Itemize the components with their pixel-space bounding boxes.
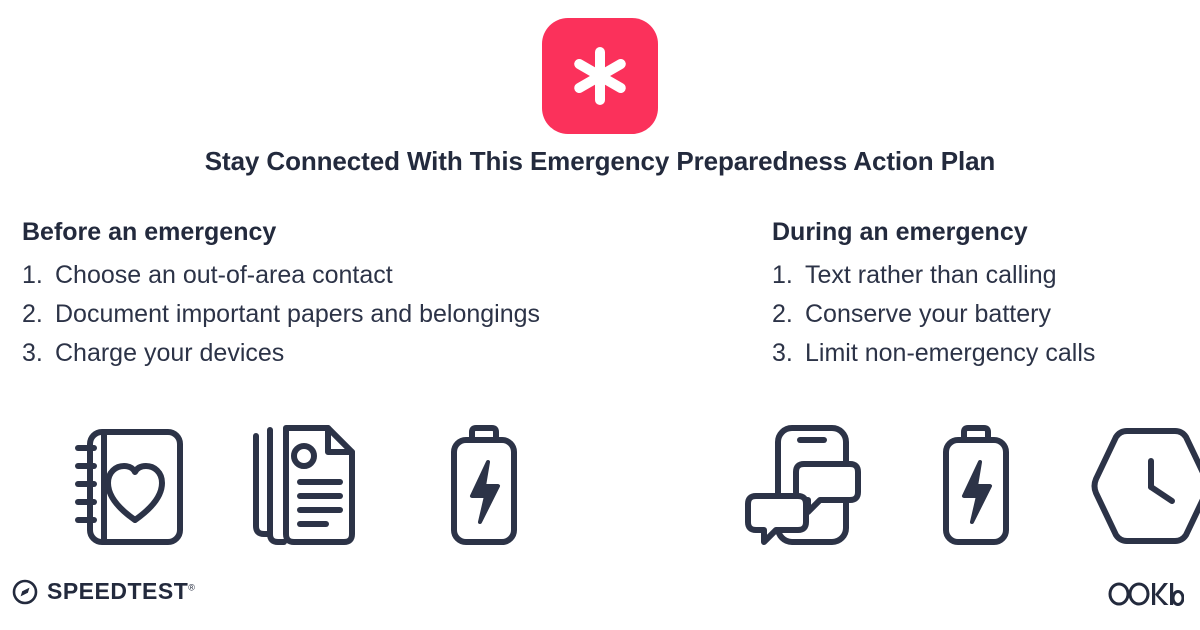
asterisk-icon bbox=[567, 43, 633, 109]
steps-list-before bbox=[22, 256, 742, 373]
ookla-logo bbox=[1108, 582, 1184, 611]
step-text: Charge your devices bbox=[55, 339, 285, 367]
list-item bbox=[772, 256, 1200, 295]
speedtest-wordmark bbox=[47, 578, 195, 605]
list-item bbox=[772, 295, 1200, 334]
icon-cell bbox=[248, 418, 370, 553]
battery-charging-icon bbox=[934, 422, 1018, 550]
list-item bbox=[772, 334, 1200, 373]
step-text: Text rather than calling bbox=[805, 261, 1057, 289]
column-during-emergency bbox=[772, 218, 1200, 373]
clock-hexagon-icon bbox=[1090, 425, 1200, 547]
steps-list-during bbox=[772, 256, 1200, 373]
icon-cell bbox=[918, 418, 1034, 553]
icon-cell bbox=[742, 418, 862, 553]
icon-cell bbox=[428, 418, 540, 553]
documents-stack-icon bbox=[248, 422, 370, 550]
column-heading: During an emergency bbox=[772, 218, 1028, 246]
column-heading: Before an emergency bbox=[22, 218, 277, 246]
step-text: Choose an out-of-area contact bbox=[55, 261, 393, 289]
speedtest-gauge-icon bbox=[12, 579, 38, 605]
column-before-emergency bbox=[22, 218, 742, 373]
list-item bbox=[22, 334, 742, 373]
ookla-wordmark-icon bbox=[1108, 582, 1184, 606]
icon-row-during bbox=[742, 418, 1200, 553]
icon-cell bbox=[1090, 418, 1200, 553]
list-item bbox=[22, 256, 742, 295]
footer bbox=[0, 564, 1200, 630]
list-item bbox=[22, 295, 742, 334]
battery-charging-icon bbox=[442, 422, 526, 550]
speedtest-logo bbox=[12, 578, 195, 605]
emergency-badge bbox=[542, 18, 658, 134]
badge-container bbox=[0, 18, 1200, 134]
step-text: Limit non-emergency calls bbox=[805, 339, 1096, 367]
icon-row-before bbox=[70, 418, 540, 553]
speedtest-label: SPEEDTEST bbox=[47, 578, 189, 604]
page-title: Stay Connected With This Emergency Preparedness Action Plan bbox=[204, 146, 996, 176]
step-text: Document important papers and belongings bbox=[55, 300, 541, 328]
speedtest-trademark: ® bbox=[188, 582, 196, 593]
step-text: Conserve your battery bbox=[805, 300, 1051, 328]
phone-text-message-icon bbox=[742, 422, 862, 550]
notebook-heart-icon bbox=[70, 422, 190, 550]
icon-cell bbox=[70, 418, 190, 553]
